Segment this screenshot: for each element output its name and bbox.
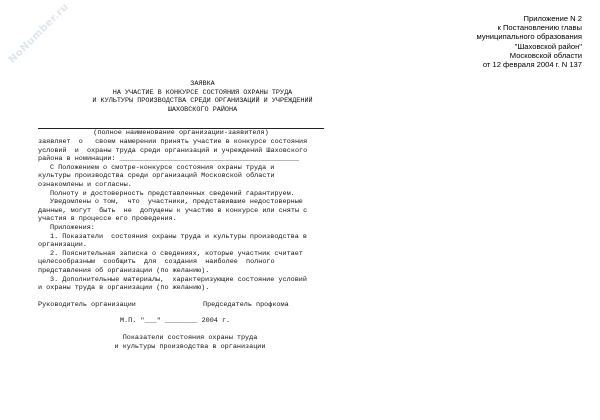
watermark-text: NoNumber.ru (6, 1, 72, 66)
appendix-line: муниципального образования (476, 32, 582, 42)
appendix-line: "Шаховской район" (514, 41, 582, 51)
attachments-heading: Приложения: (50, 223, 95, 232)
body-line: Уведомлены о том, что участники, представившие недостоверные (50, 198, 303, 207)
title-line: И КУЛЬТУРЫ ПРОИЗВОДСТВА СРЕДИ ОРГАНИЗАЦИЙ И УЧРЕЖДЕНИЙ (92, 97, 313, 106)
body-line: участия в процессе его проведения. (38, 215, 177, 224)
indicators-title-line: Показатели состояния охраны труда (122, 334, 258, 342)
title-line: НА УЧАСТИЕ В КОНКУРСЕ СОСТОЯНИЯ ОХРАНЫ ТРУДА (112, 88, 293, 97)
application-body (38, 138, 338, 293)
indicators-title (0, 334, 380, 351)
appendix-line: Московской области (509, 50, 582, 60)
appendix-line: к Постановлению главы (497, 23, 582, 33)
appendix-line: Приложение N 2 (523, 14, 582, 23)
title-line: ШАХОВСКОГО РАЙОНА (167, 105, 238, 114)
org-name-field-line (38, 118, 324, 129)
attachment-item: и охраны труда в организации (по желанию). (38, 284, 210, 293)
body-line: заявляет о своем намерении принять участие в конкурсе состояния (38, 138, 308, 146)
attachment-item: целесообразным сообщить для создания наиболее полного (38, 258, 275, 267)
body-line: условий и охраны труда среди организаций и учреждений Шаховского (38, 146, 308, 155)
body-line: данные, могут быть не допущены к участию в конкурсе или сняты с (38, 206, 308, 215)
title-line: ЗАЯВКА (190, 80, 215, 88)
body-line: С Положением о смотре-конкурсе состояния охраны труда и (50, 163, 275, 172)
org-name-caption: (полное наименование организации-заявителя) (93, 129, 269, 137)
body-line: ознакомлены и согласны. (38, 180, 132, 189)
attachment-item: 1. Показатели состояния охраны труда и культуры производства в (50, 232, 307, 241)
attachment-item: 2. Пояснительная записка о сведениях, которые участник считает (50, 249, 303, 258)
director-signature-label: Руководитель организации (38, 301, 136, 309)
attachment-item: представления об организации (по желанию). (38, 266, 210, 275)
appendix-line: от 12 февраля 2004 г. N 137 (482, 60, 582, 70)
stamp-date-line: М.П. "___" ________ 2004 г. (120, 317, 231, 325)
attachment-item: организации. (38, 241, 87, 250)
union-chair-signature-label: Председатель профкома (203, 301, 289, 309)
document-title (0, 80, 405, 114)
body-line: культуры производства среди организаций Московской области (38, 172, 275, 181)
body-line: Полноту и достоверность представленных сведений гарантируем. (50, 189, 295, 198)
attachment-item: 3. Дополнительные материалы, характеризующие состояние условий (50, 275, 307, 284)
appendix-reference (477, 14, 582, 69)
indicators-title-line: и культуры производства в организации (114, 342, 266, 351)
body-line: района в номинации: ____________________________________________ (38, 155, 300, 164)
